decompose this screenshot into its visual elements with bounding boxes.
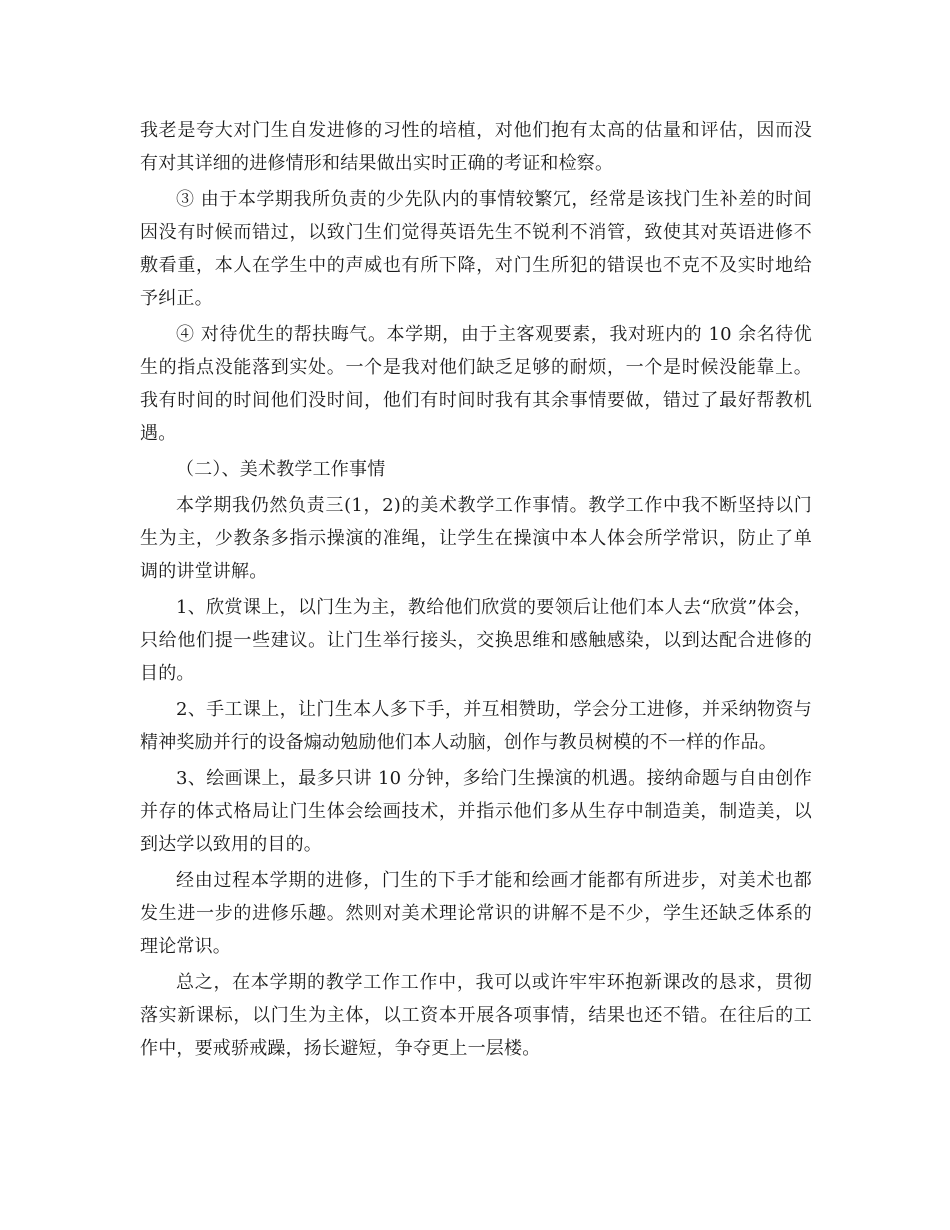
paragraph-appreciation: 1、欣赏课上，以门生为主，教给他们欣赏的要领后让他们本人去“欣赏”体会，只给他们提一些建议。让门生举行接头，交换思维和感触感染，以到达配合进修的目的。 [140, 597, 812, 684]
paragraph-art-intro: 本学期我仍然负责三(1，2)的美术教学工作事情。教学工作中我不断坚持以门生为主，少教条多指示操演的准绳，让学生在操演中本人体会所学常识，防止了单调的讲堂讲解。 [140, 495, 812, 582]
paragraph-results: 经由过程本学期的进修，门生的下手才能和绘画才能都有所进步，对美术也都发生进一步的进修乐趣。然则对美术理论常识的讲解不是不少，学生还缺乏体系的理论常识。 [140, 870, 812, 957]
paragraph-drawing: 3、绘画课上，最多只讲 10 分钟，多给门生操演的机遇。接纳命题与自由创作并存的体式格局让门生体会绘画技术，并指示他们多从生存中制造美，制造美，以到达学以致用的目的。 [140, 768, 812, 855]
document-body [140, 114, 812, 1068]
paragraph-item-4: ④ 对待优生的帮扶晦气。本学期，由于主客观要素，我对班内的 10 余名待优生的指点没能落到实处。一个是我对他们缺乏足够的耐烦，一个是时候没能靠上。我有时间的时间他们没时间，他们有时间时我有其余事情要做，错过了最好帮教机遇。 [140, 324, 812, 444]
paragraph-continuation: 我老是夸大对门生自发进修的习性的培植，对他们抱有太高的估量和评估，因而没有对其详细的进修情形和结果做出实时正确的考证和检察。 [140, 120, 812, 174]
paragraph-handcraft: 2、手工课上，让门生本人多下手，并互相赞助，学会分工进修，并采纳物资与精神奖励并行的设备煽动勉励他们本人动脑，创作与教员树模的不一样的作品。 [140, 699, 812, 753]
paragraph-conclusion: 总之，在本学期的教学工作工作中，我可以或许牢牢环抱新课改的恳求，贯彻落实新课标，以门生为主体，以工资本开展各项事情，结果也还不错。在往后的工作中，要戒骄戒躁，扬长避短，争夺更上一层楼。 [140, 972, 812, 1059]
paragraph-item-3: ③ 由于本学期我所负责的少先队内的事情较繁冗，经常是该找门生补差的时间因没有时候而错过，以致门生们觉得英语先生不锐利不消管，致使其对英语进修不敷看重，本人在学生中的声威也有所下降，对门生所犯的错误也不克不及实时地给予纠正。 [140, 189, 812, 309]
section-heading-art: （二）、美术教学工作事情 [176, 459, 386, 480]
